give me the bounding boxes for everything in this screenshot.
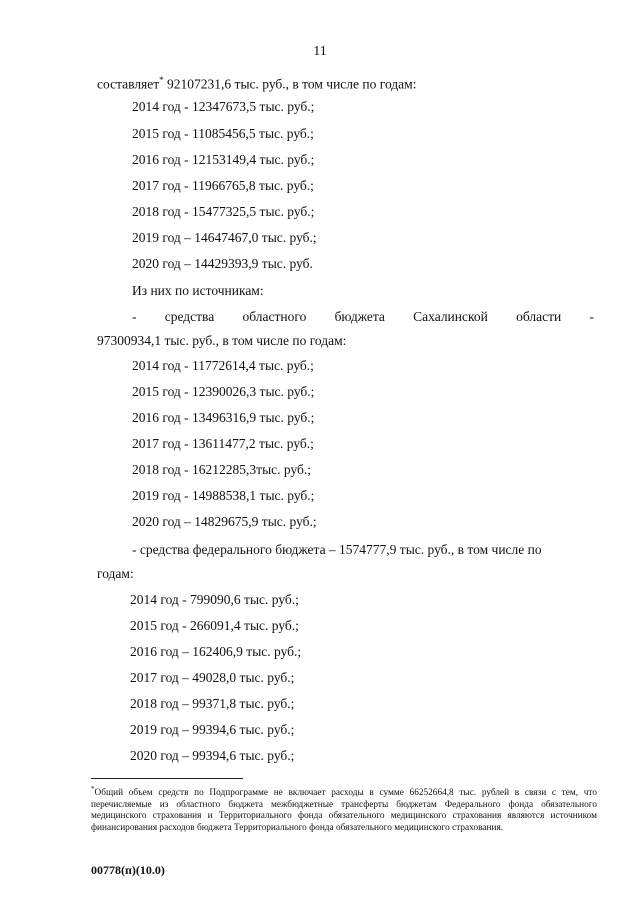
federal-year-2020: 2020 год – 99394,6 тыс. руб.; (130, 748, 295, 763)
regional-year-2016: 2016 год - 13496316,9 тыс. руб.; (132, 410, 315, 425)
footnote-text: Общий объем средств по Подпрограмме не включает расходы в сумме 66252664,8 тыс. рублей в связи с тем, что перечисляемые из областного бюджета межбюджетные трансферты бюджетам Федерального фонда обязательного медицинского страхования и Территориального фонда обязательного медицинского страхования являются источником финансирования расходов бюджета Территориального фонда обязательного медицинского страхования. (91, 788, 597, 833)
regional-year-2014: 2014 год - 11772614,4 тыс. руб.; (132, 358, 314, 373)
regional-word: областного (242, 309, 307, 324)
regional-budget-line (132, 309, 594, 325)
regional-word: средства (164, 309, 215, 324)
regional-word: Сахалинской (413, 309, 488, 324)
sources-heading: Из них по источникам: (132, 283, 264, 298)
regional-word: - (589, 309, 594, 324)
regional-year-2017: 2017 год - 13611477,2 тыс. руб.; (132, 436, 314, 451)
footnote-mark: * (159, 75, 164, 85)
federal-year-2017: 2017 год – 49028,0 тыс. руб.; (130, 670, 295, 685)
total-year-2016: 2016 год - 12153149,4 тыс. руб.; (132, 152, 315, 167)
federal-continuation: годам: (97, 566, 134, 581)
intro-prefix: составляет (97, 76, 160, 92)
footnote-mark: * (91, 785, 95, 793)
regional-word: - (132, 309, 137, 324)
total-year-2017: 2017 год - 11966765,8 тыс. руб.; (132, 178, 314, 193)
regional-total: 97300934,1 тыс. руб., в том числе по годам: (97, 333, 347, 348)
regional-year-2015: 2015 год - 12390026,3 тыс. руб.; (132, 384, 315, 399)
footnote (91, 784, 597, 834)
federal-year-2019: 2019 год – 99394,6 тыс. руб.; (130, 722, 295, 737)
page-number: 11 (313, 44, 327, 59)
federal-year-2016: 2016 год – 162406,9 тыс. руб.; (130, 644, 302, 659)
regional-year-2019: 2019 год - 14988538,1 тыс. руб.; (132, 488, 315, 503)
intro-total: 92107231,6 тыс. руб., в том числе по годам: (163, 76, 417, 92)
total-year-2020: 2020 год – 14429393,9 тыс. руб. (132, 256, 313, 271)
regional-word: области (516, 309, 562, 324)
federal-year-2018: 2018 год – 99371,8 тыс. руб.; (130, 696, 295, 711)
document-code: 00778(п)(10.0) (91, 863, 165, 877)
regional-word: бюджета (334, 309, 385, 324)
footnote-divider (91, 778, 243, 779)
total-year-2015: 2015 год - 11085456,5 тыс. руб.; (132, 126, 314, 141)
federal-year-2014: 2014 год - 799090,6 тыс. руб.; (130, 592, 299, 607)
regional-year-2020: 2020 год – 14829675,9 тыс. руб.; (132, 514, 317, 529)
intro-line (97, 72, 416, 93)
total-year-2018: 2018 год - 15477325,5 тыс. руб.; (132, 204, 315, 219)
federal-year-2015: 2015 год - 266091,4 тыс. руб.; (130, 618, 299, 633)
federal-budget-line: - средства федерального бюджета – 1574777,9 тыс. руб., в том числе по (132, 542, 542, 557)
total-year-2019: 2019 год – 14647467,0 тыс. руб.; (132, 230, 317, 245)
regional-year-2018: 2018 год - 16212285,3тыс. руб.; (132, 462, 312, 477)
total-year-2014: 2014 год - 12347673,5 тыс. руб.; (132, 99, 315, 114)
